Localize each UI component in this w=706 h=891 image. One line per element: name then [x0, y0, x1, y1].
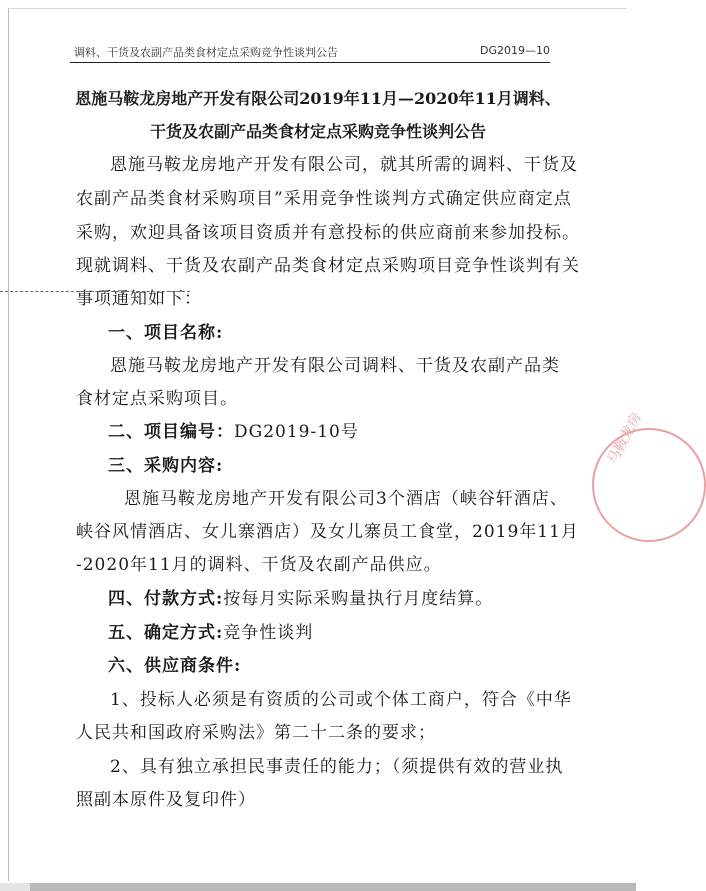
- project-name-line-2: 食材定点采购项目。: [76, 389, 238, 409]
- intro-line-5: 事项通知如下：: [76, 289, 202, 309]
- document-title-line-1: 恩施马鞍龙房地产开发有限公司2019年11月—2020年11月调料、: [75, 89, 561, 108]
- section-procurement-content-label: 三、采购内容:: [108, 456, 224, 476]
- payment-text: 按每月实际采购量执行月度结算。: [223, 589, 494, 609]
- procurement-content-line-3: -2020年11月的调料、干货及农副产品供应。: [76, 555, 442, 575]
- document-title-line-2: 干货及农副产品类食材定点采购竞争性谈判公告: [149, 122, 486, 141]
- section-supplier-label: 六、供应商条件:: [108, 656, 242, 676]
- header-title: 调料、干货及农副产品类食材定点采购竞争性谈判公告: [74, 46, 338, 59]
- supplier-item-2-line-1: 2、具有独立承担民事责任的能力；（须提供有效的营业执: [110, 757, 564, 777]
- procurement-content-line-1: 恩施马鞍龙房地产开发有限公司3个酒店（峡谷轩酒店、: [124, 489, 568, 509]
- project-name-line-1: 恩施马鞍龙房地产开发有限公司调料、干货及农副产品类: [110, 356, 560, 376]
- supplier-item-1-line-2: 人民共和国政府采购法》第二十二条的要求；: [76, 723, 436, 743]
- section-project-number: [108, 417, 359, 442]
- intro-line-1: 恩施马鞍龙房地产开发有限公司，就其所需的调料、干货及: [110, 155, 578, 175]
- project-number-value: DG2019-10号: [234, 422, 359, 442]
- horizontal-scrollbar[interactable]: [30, 883, 636, 891]
- intro-line-3: 采购，欢迎具备该项目资质并有意投标的供应商前来参加投标。: [76, 223, 580, 243]
- project-number-label: 二、项目编号：: [108, 422, 234, 442]
- intro-line-2: 农副产品类食材采购项目”采用竞争性谈判方式确定供应商定点: [76, 189, 572, 209]
- section-payment: [108, 584, 493, 609]
- section-method: [108, 618, 313, 643]
- header-doc-number: DG2019—10: [480, 44, 550, 57]
- section-project-name-label: 一、项目名称:: [108, 323, 224, 343]
- stamp-text: 马鞍龙房: [604, 409, 646, 467]
- supplier-item-1-line-1: 1、投标人必须是有资质的公司或个体工商户，符合《中华: [110, 690, 572, 710]
- company-seal-stamp: [592, 409, 706, 542]
- scan-artifact-line: [0, 291, 190, 292]
- method-text: 竞争性谈判: [223, 623, 314, 643]
- supplier-item-2-line-2: 照副本原件及复印件）: [76, 790, 256, 810]
- procurement-content-line-2: 峡谷风情酒店、女儿寨酒店）及女儿寨员工食堂，2019年11月: [76, 522, 579, 542]
- scrollbar-track-start: [0, 883, 30, 891]
- header-rule: [70, 62, 550, 63]
- intro-line-4: 现就调料、干货及农副产品类食材定点采购项目竞争性谈判有关: [76, 256, 580, 276]
- method-label: 五、确定方式:: [108, 623, 224, 643]
- payment-label: 四、付款方式:: [108, 589, 224, 609]
